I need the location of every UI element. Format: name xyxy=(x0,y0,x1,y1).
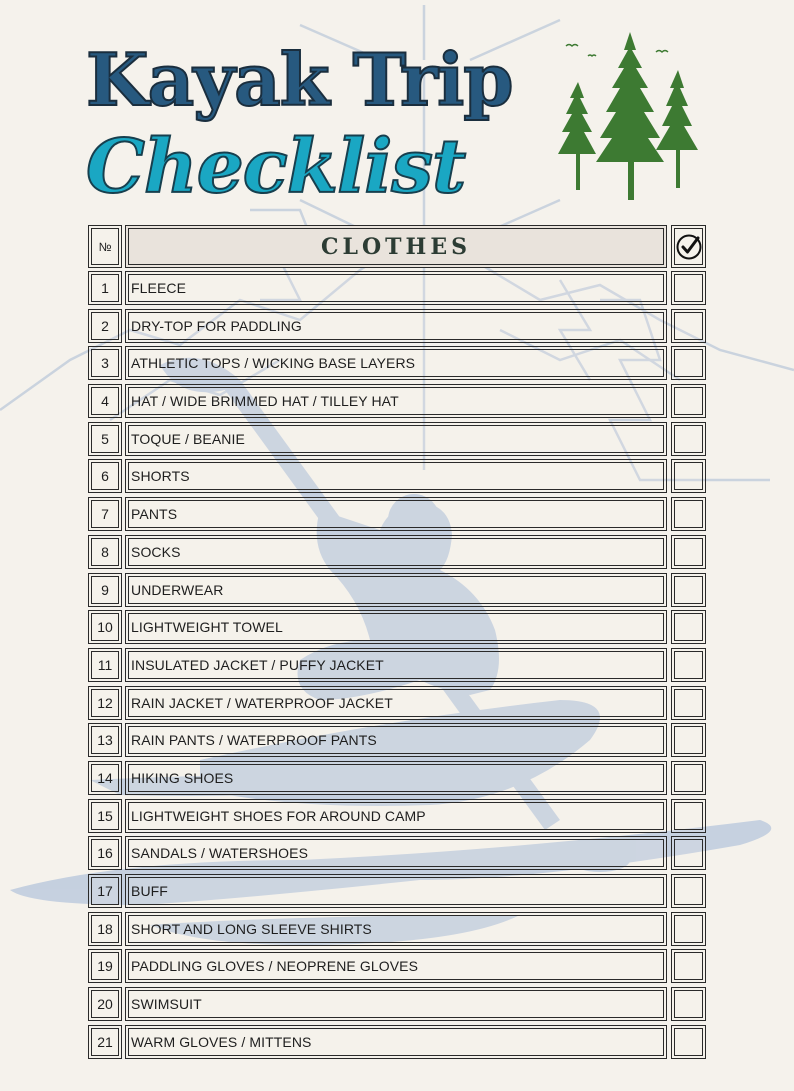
table-row xyxy=(87,497,707,535)
item-number: 4 xyxy=(88,384,122,418)
table-row xyxy=(87,761,707,799)
item-label: SWIMSUIT xyxy=(125,987,667,1021)
table-row xyxy=(87,1025,707,1063)
item-checkbox[interactable] xyxy=(671,648,706,682)
item-number: 7 xyxy=(88,497,122,531)
item-checkbox[interactable] xyxy=(671,459,706,493)
table-row xyxy=(87,912,707,950)
table-row xyxy=(87,535,707,573)
table-row xyxy=(87,874,707,912)
item-checkbox[interactable] xyxy=(671,1025,706,1059)
item-checkbox[interactable] xyxy=(671,912,706,946)
title-line-2: Checklist xyxy=(86,124,466,210)
table-row xyxy=(87,459,707,497)
item-number: 5 xyxy=(88,422,122,456)
item-number: 17 xyxy=(88,874,122,908)
item-number: 11 xyxy=(88,648,122,682)
item-label: RAIN PANTS / WATERPROOF PANTS xyxy=(125,723,667,757)
table-header-row xyxy=(87,225,707,271)
item-label: INSULATED JACKET / PUFFY JACKET xyxy=(125,648,667,682)
item-label: LIGHTWEIGHT TOWEL xyxy=(125,610,667,644)
pine-trees-icon xyxy=(552,30,712,205)
item-label: FLEECE xyxy=(125,271,667,305)
table-row xyxy=(87,648,707,686)
item-checkbox[interactable] xyxy=(671,836,706,870)
item-label: HIKING SHOES xyxy=(125,761,667,795)
table-row xyxy=(87,271,707,309)
item-checkbox[interactable] xyxy=(671,610,706,644)
item-checkbox[interactable] xyxy=(671,346,706,380)
item-label: SHORTS xyxy=(125,459,667,493)
table-row xyxy=(87,949,707,987)
item-label: SANDALS / WATERSHOES xyxy=(125,836,667,870)
item-checkbox[interactable] xyxy=(671,271,706,305)
item-checkbox[interactable] xyxy=(671,761,706,795)
table-row xyxy=(87,610,707,648)
item-number: 14 xyxy=(88,761,122,795)
table-row xyxy=(87,384,707,422)
table-row xyxy=(87,799,707,837)
item-checkbox[interactable] xyxy=(671,987,706,1021)
item-number: 13 xyxy=(88,723,122,757)
item-label: LIGHTWEIGHT SHOES FOR AROUND CAMP xyxy=(125,799,667,833)
item-number: 6 xyxy=(88,459,122,493)
item-number: 8 xyxy=(88,535,122,569)
item-number: 9 xyxy=(88,573,122,607)
item-checkbox[interactable] xyxy=(671,723,706,757)
checkbox-checked-icon xyxy=(675,233,703,261)
table-row xyxy=(87,573,707,611)
item-label: HAT / WIDE BRIMMED HAT / TILLEY HAT xyxy=(125,384,667,418)
item-label: BUFF xyxy=(125,874,667,908)
item-label: RAIN JACKET / WATERPROOF JACKET xyxy=(125,686,667,720)
item-label: WARM GLOVES / MITTENS xyxy=(125,1025,667,1059)
item-number: 1 xyxy=(88,271,122,305)
item-number: 21 xyxy=(88,1025,122,1059)
item-number: 2 xyxy=(88,309,122,343)
number-header: № xyxy=(88,225,122,268)
item-number: 10 xyxy=(88,610,122,644)
section-header: CLOTHES xyxy=(125,225,667,268)
item-label: TOQUE / BEANIE xyxy=(125,422,667,456)
title-line-1: Kayak Trip xyxy=(86,37,513,122)
item-label: PADDLING GLOVES / NEOPRENE GLOVES xyxy=(125,949,667,983)
item-checkbox[interactable] xyxy=(671,497,706,531)
item-label: DRY-TOP FOR PADDLING xyxy=(125,309,667,343)
item-checkbox[interactable] xyxy=(671,422,706,456)
check-header xyxy=(671,225,706,268)
item-label: PANTS xyxy=(125,497,667,531)
table-row xyxy=(87,987,707,1025)
item-label: UNDERWEAR xyxy=(125,573,667,607)
item-number: 19 xyxy=(88,949,122,983)
item-number: 12 xyxy=(88,686,122,720)
item-label: ATHLETIC TOPS / WICKING BASE LAYERS xyxy=(125,346,667,380)
item-label: SHORT AND LONG SLEEVE SHIRTS xyxy=(125,912,667,946)
item-number: 15 xyxy=(88,799,122,833)
item-checkbox[interactable] xyxy=(671,309,706,343)
item-checkbox[interactable] xyxy=(671,686,706,720)
table-row xyxy=(87,836,707,874)
table-row xyxy=(87,346,707,384)
item-checkbox[interactable] xyxy=(671,799,706,833)
item-number: 18 xyxy=(88,912,122,946)
table-row xyxy=(87,723,707,761)
item-number: 20 xyxy=(88,987,122,1021)
item-checkbox[interactable] xyxy=(671,573,706,607)
item-checkbox[interactable] xyxy=(671,384,706,418)
item-label: SOCKS xyxy=(125,535,667,569)
item-checkbox[interactable] xyxy=(671,949,706,983)
item-checkbox[interactable] xyxy=(671,874,706,908)
table-row xyxy=(87,422,707,460)
checklist-table xyxy=(87,225,707,1062)
item-number: 16 xyxy=(88,836,122,870)
table-row xyxy=(87,686,707,724)
table-row xyxy=(87,309,707,347)
item-number: 3 xyxy=(88,346,122,380)
item-checkbox[interactable] xyxy=(671,535,706,569)
